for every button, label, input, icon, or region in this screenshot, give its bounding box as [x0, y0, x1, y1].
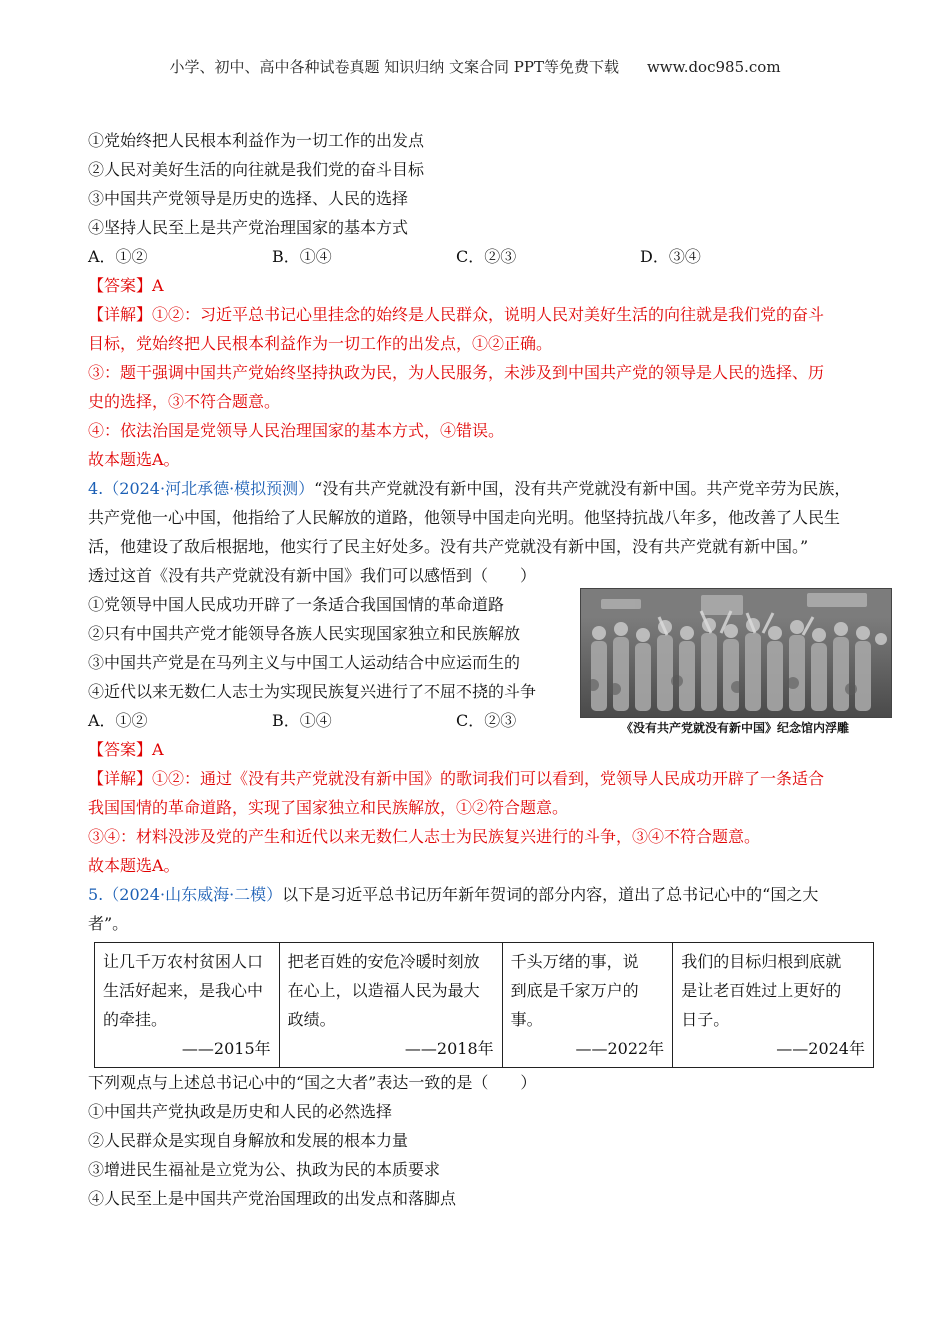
- quote-line: 千头万绪的事，说: [510, 952, 639, 971]
- quote-line: 事。: [510, 1010, 543, 1029]
- q5-stem-line: 者”。: [88, 914, 129, 933]
- quote-year: ——2024年: [776, 1039, 865, 1058]
- quote-year: ——2015年: [181, 1039, 271, 1058]
- q4-option-c: C．②③: [456, 711, 517, 730]
- q3-detail-line: 史的选择，③不符合题意。: [88, 392, 281, 411]
- quote-cell: [673, 943, 874, 1068]
- relief-sculpture-picture: [581, 589, 891, 717]
- q4-statement: ③中国共产党是在马列主义与中国工人运动结合中应运而生的: [88, 653, 521, 672]
- q4-stem: “没有共产党就没有新中国，没有共产党就没有新中国。共产党辛劳为民族，: [314, 479, 851, 498]
- relief-image: [580, 588, 892, 718]
- q4-statement: ①党领导中国人民成功开辟了一条适合我国国情的革命道路: [88, 595, 505, 614]
- q3-detail-line: ③：题干强调中国共产党始终坚持执政为民，为人民服务，未涉及到中国共产党的领导是人民的选择、历: [88, 363, 825, 382]
- quote-line: 日子。: [681, 1010, 730, 1029]
- content: [88, 126, 868, 1213]
- q5-statement: ①中国共产党执政是历史和人民的必然选择: [88, 1102, 393, 1121]
- quote-cell: [279, 943, 502, 1068]
- quote-line: 政绩。: [287, 1010, 336, 1029]
- q5-stem-first-line: [88, 880, 868, 909]
- q4-detail-line: 故本题选A。: [88, 856, 180, 875]
- q5-statement: ③增进民生福祉是立党为公、执政为民的本质要求: [88, 1160, 441, 1179]
- q3-statement: ②人民对美好生活的向往就是我们党的奋斗目标: [88, 160, 425, 179]
- q3-detail-line: 故本题选A。: [88, 450, 180, 469]
- q5-question: 下列观点与上述总书记心中的“国之大者”表达一致的是（ ）: [88, 1073, 537, 1092]
- quote-line: 在心上，以造福人民为最大: [287, 981, 480, 1000]
- q3-answer: 【答案】A: [88, 276, 164, 295]
- q4-number: 4.: [88, 479, 104, 498]
- quote-line: 的牵挂。: [103, 1010, 168, 1029]
- q4-source: （2024·河北承德·模拟预测）: [103, 479, 315, 498]
- q4-statement: ②只有中国共产党才能领导各族人民实现国家独立和民族解放: [88, 624, 521, 643]
- q3-option-c: C．②③: [456, 247, 517, 266]
- q3-statement: ①党始终把人民根本利益作为一切工作的出发点: [88, 131, 425, 150]
- q4-stem-line: 共产党他一心中国，他指给了人民解放的道路，他领导中国走向光明。他坚持抗战八年多，他改善了人民生: [88, 508, 841, 527]
- q3-detail-line: ④：依法治国是党领导人民治理国家的基本方式，④错误。: [88, 421, 505, 440]
- page-header: [0, 56, 950, 77]
- q5-block: [88, 880, 868, 1213]
- q3-detail-line: 目标，党始终把人民根本利益作为一切工作的出发点，①②正确。: [88, 334, 553, 353]
- q4-stem-first-line: [88, 474, 868, 503]
- q5-statement: ②人民群众是实现自身解放和发展的根本力量: [88, 1131, 409, 1150]
- q4-detail-line: ③④：材料没涉及党的产生和近代以来无数仁人志士为民族复兴进行的斗争，③④不符合题意。: [88, 827, 761, 846]
- q5-stem: 以下是习近平总书记历年新年贺词的部分内容，道出了总书记心中的“国之大: [282, 885, 819, 904]
- q3-options: [88, 242, 868, 271]
- header-site-text: 小学、初中、高中各种试卷真题 知识归纳 文案合同 PPT等免费下载: [169, 58, 619, 76]
- quote-line: 把老百姓的安危冷暖时刻放: [287, 952, 480, 971]
- q5-statement: ④人民至上是中国共产党治国理政的出发点和落脚点: [88, 1189, 457, 1208]
- table-row: [95, 943, 874, 1068]
- q3-statement: ④坚持人民至上是共产党治理国家的基本方式: [88, 218, 409, 237]
- q4-stem-line: 活，他建设了敌后根据地，他实行了民主好处多。没有共产党就没有新中国，没有共产党就有新中国。”: [88, 537, 809, 556]
- q4-answer: 【答案】A: [88, 740, 164, 759]
- quote-line: 让几千万农村贫困人口: [103, 952, 264, 971]
- q4-statement: ④近代以来无数仁人志士为实现民族复兴进行了不屈不挠的斗争: [88, 682, 537, 701]
- header-url[interactable]: www.doc985.com: [646, 58, 781, 76]
- q4-statements-with-image: [88, 590, 868, 735]
- q3-statement: ③中国共产党领导是历史的选择、人民的选择: [88, 189, 409, 208]
- quote-cell: [95, 943, 280, 1068]
- relief-caption: 《没有共产党就没有新中国》纪念馆内浮雕: [620, 721, 849, 735]
- q5-source: （2024·山东威海·二模）: [103, 885, 283, 904]
- q4-detail-line: 【详解】①②：通过《没有共产党就没有新中国》的歌词我们可以看到，党领导人民成功开辟了一条适合: [88, 769, 825, 788]
- quote-year: ——2022年: [575, 1039, 665, 1058]
- q4-block: [88, 474, 868, 880]
- quote-line: 到底是千家万户的: [510, 981, 639, 1000]
- q3-detail-line: 【详解】①②：习近平总书记心里挂念的始终是人民群众，说明人民对美好生活的向往就是我们党的奋斗: [88, 305, 825, 324]
- quote-line: 是让老百姓过上更好的: [681, 981, 842, 1000]
- q4-option-a: A．①②: [88, 711, 148, 730]
- quotes-table: [94, 942, 874, 1068]
- quote-cell: [502, 943, 673, 1068]
- q4-detail-line: 我国国情的革命道路，实现了国家独立和民族解放，①②符合题意。: [88, 798, 569, 817]
- q3-option-a: A．①②: [88, 247, 148, 266]
- q3-option-b: B．①④: [272, 247, 332, 266]
- q5-number: 5.: [88, 885, 104, 904]
- quote-year: ——2018年: [404, 1039, 494, 1058]
- quote-line: 生活好起来，是我心中: [103, 981, 264, 1000]
- q4-option-b: B．①④: [272, 711, 332, 730]
- q4-stem-line: 透过这首《没有共产党就没有新中国》我们可以感悟到（ ）: [88, 566, 537, 585]
- q3-option-d: D．③④: [640, 247, 701, 266]
- relief-figure: [580, 588, 890, 736]
- q3-block: [88, 126, 868, 474]
- quote-line: 我们的目标归根到底就: [681, 952, 842, 971]
